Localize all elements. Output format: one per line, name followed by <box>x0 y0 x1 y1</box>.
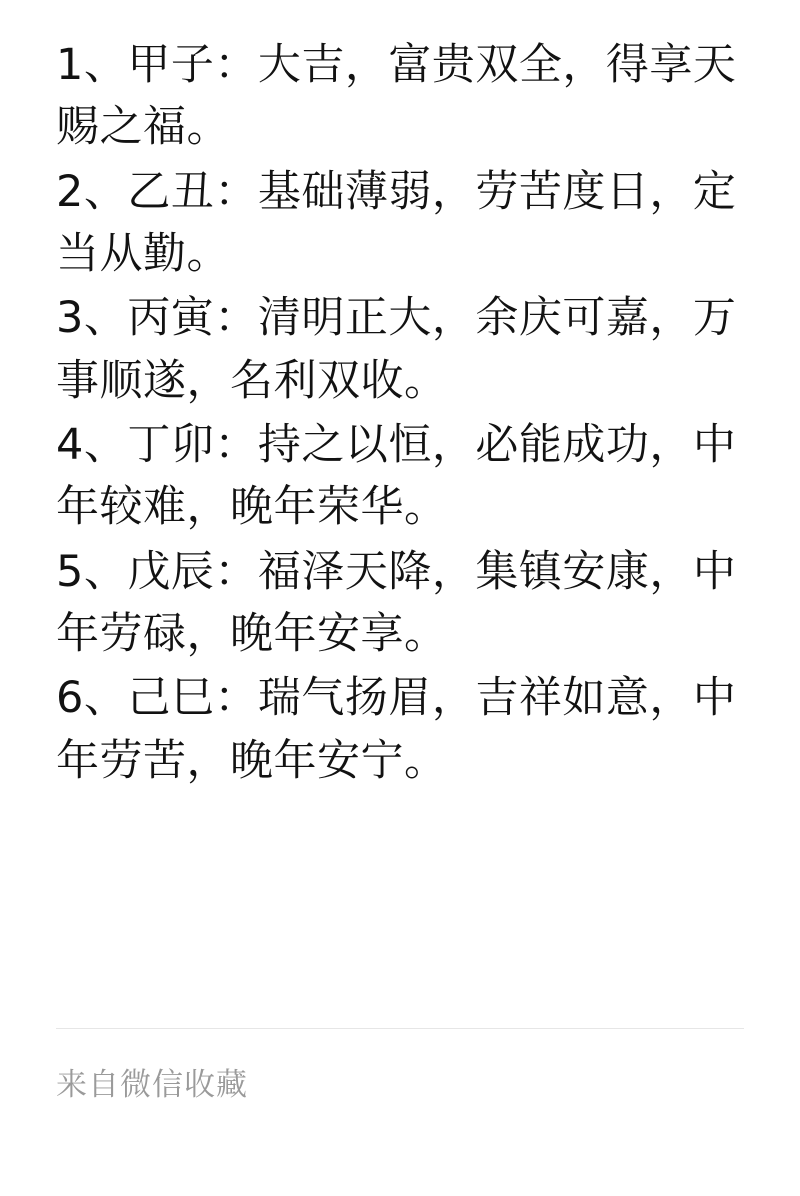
list-item: 1、甲子：大吉，富贵双全，得享天赐之福。 <box>56 40 737 153</box>
list-item: 2、乙丑：基础薄弱，劳苦度日，定当从勤。 <box>56 166 737 280</box>
document-footer <box>56 1028 744 1196</box>
footer-divider <box>56 1028 744 1029</box>
list-item: 6、己巳：瑞气扬眉，吉祥如意，中年劳苦，晚年安宁。 <box>56 673 737 786</box>
list-item: 4、丁卯：持之以恒，必能成功，中年较难，晚年荣华。 <box>56 420 737 533</box>
entry-list <box>56 34 744 794</box>
list-item: 3、丙寅：清明正大，余庆可嘉，万事顺遂，名利双收。 <box>56 293 737 406</box>
content-spacer <box>56 794 744 1028</box>
list-item: 5、戊辰：福泽天降，集镇安康，中年劳碌，晚年安享。 <box>56 546 737 660</box>
source-label: 来自微信收藏 <box>56 1066 248 1103</box>
